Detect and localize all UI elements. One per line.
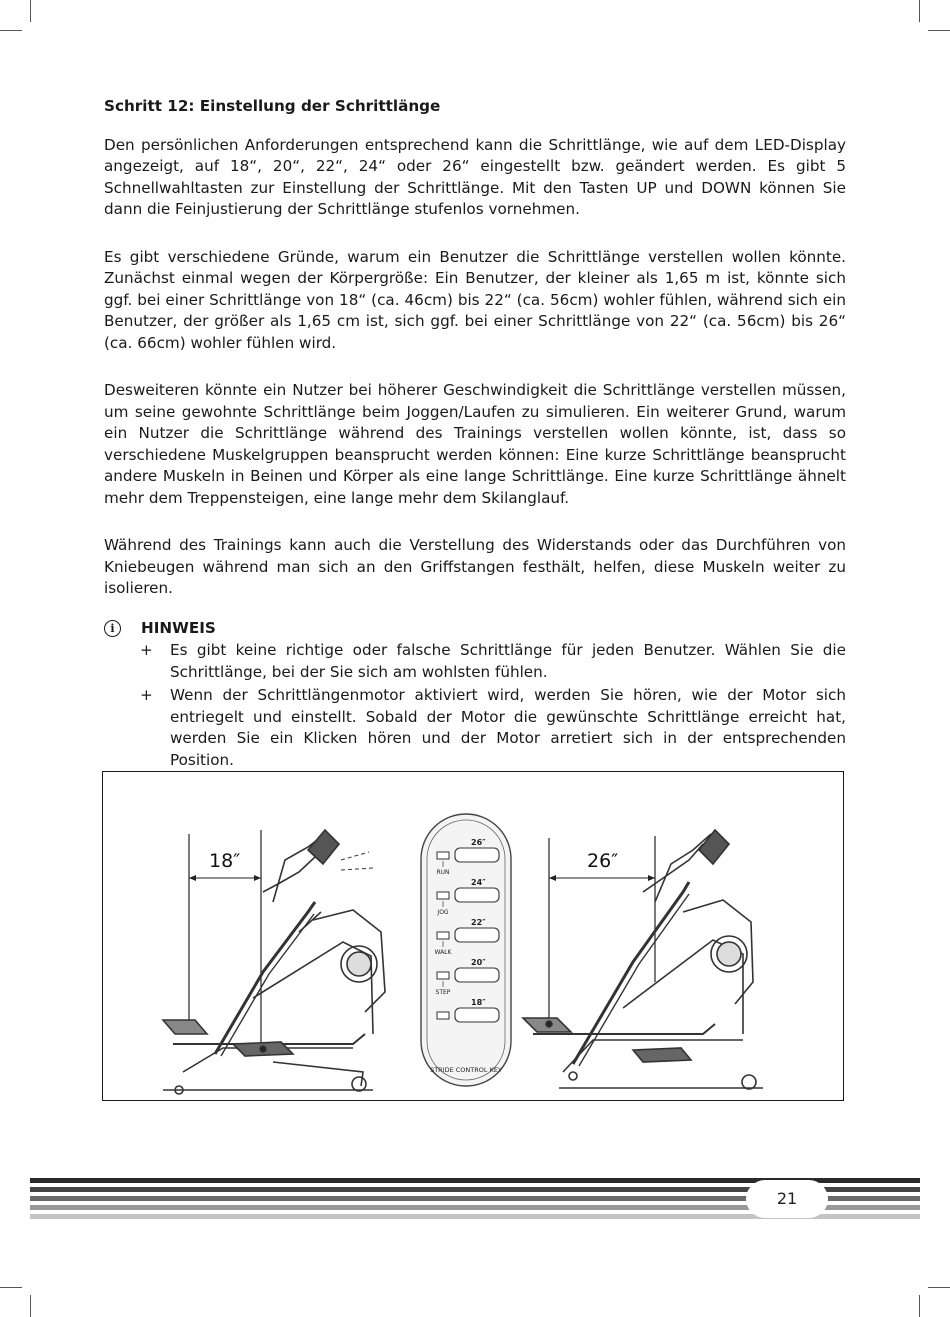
paragraph: Desweiteren könnte ein Nutzer bei höherer Geschwindigkeit die Schrittlänge verstellen müssen, um seine gewohnte Schrittlänge beim Joggen/Laufen zu simulieren. Ein weiterer Grund, warum ein Nutzer die Schrittlänge während des Trainings verstellen wollen könnte, ist, dass so verschiedene Muskelgruppen beansprucht werden können: Eine kurze Schrittlänge beansprucht andere Muskeln in Beinen und Körper als eine lange Schrittlänge. Eine kurze Schrittlänge ähnelt mehr dem Treppensteigen, eine lange mehr dem Skilanglauf. — [104, 381, 846, 507]
stride-key-2[interactable] — [455, 888, 499, 902]
stride-mode-label: WALK — [434, 949, 452, 956]
stride-figure — [102, 771, 844, 1101]
stride-indicator-light — [437, 1012, 449, 1019]
note-item-text: Wenn der Schrittlängenmotor aktiviert wird, werden Sie hören, wie der Motor sich entriegelt und einstellt. Sobald der Motor die gewünschte Schrittlänge erreicht hat, werden Sie ein Klicken hören und der Motor arretiert sich in der entsprechenden Position. — [170, 686, 846, 769]
note-title-text: HINWEIS — [141, 618, 216, 637]
crop-mark — [0, 1287, 22, 1288]
stride-key-5[interactable] — [455, 1008, 499, 1022]
paragraph: Während des Trainings kann auch die Verstellung des Widerstands oder das Durchführen von Kniebeugen während man sich an den Griffstangen festhält, helfen, diese Muskeln weiter zu isolieren. — [104, 536, 846, 597]
stride-key-label: 20″ — [471, 958, 486, 967]
crop-mark — [928, 1287, 950, 1288]
crop-mark — [30, 0, 31, 22]
stride-indicator-light — [437, 892, 449, 899]
page-content — [104, 96, 846, 771]
stride-label-long: 26″ — [587, 850, 619, 872]
note-item-text: Es gibt keine richtige oder falsche Schrittlänge für jeden Benutzer. Wählen Sie die Schrittlänge, bei der Sie sich am wohlsten fühlen. — [170, 641, 846, 681]
note-item — [104, 685, 846, 771]
paragraph: Den persönlichen Anforderungen entsprechend kann die Schrittlänge, wie auf dem LED-Display angezeigt, auf 18“, 20“, 22“, 24“ oder 26“ eingestellt bzw. geändert werden. Es gibt 5 Schnellwahltasten zur Einstellung der Schrittlänge. Mit den Tasten UP und DOWN können Sie dann die Feinjustierung der Schrittlänge stufenlos vornehmen. — [104, 135, 846, 218]
elliptical-machine-short-stride — [163, 830, 385, 1094]
elliptical-machine-long-stride — [523, 830, 763, 1089]
page-number: 21 — [746, 1180, 828, 1218]
crop-mark — [30, 1295, 31, 1317]
stride-key-label: 22″ — [471, 918, 486, 927]
note-title — [104, 618, 846, 640]
stride-key-1[interactable] — [455, 848, 499, 862]
bullet-symbol: + — [140, 641, 153, 659]
stride-indicator-light — [437, 852, 449, 859]
stride-key-4[interactable] — [455, 968, 499, 982]
stride-mode-label: RUN — [436, 869, 450, 876]
stride-key-label: 18″ — [471, 998, 486, 1007]
stride-mode-label: JOG — [437, 909, 449, 916]
control-panel-caption: STRIDE CONTROL KEY — [430, 1066, 502, 1074]
crop-mark — [0, 30, 22, 31]
stride-mode-label: STEP — [435, 989, 451, 996]
stride-key-3[interactable] — [455, 928, 499, 942]
bullet-symbol: + — [140, 686, 153, 704]
stride-indicator-light — [437, 932, 449, 939]
crop-mark — [919, 0, 920, 22]
crop-mark — [919, 1295, 920, 1317]
stride-key-label: 24″ — [471, 878, 486, 887]
stride-indicator-light — [437, 972, 449, 979]
crop-mark — [928, 30, 950, 31]
stride-key-label: 26″ — [471, 838, 486, 847]
stride-illustration — [103, 772, 843, 1099]
note-item — [104, 640, 846, 683]
paragraph: Es gibt verschiedene Gründe, warum ein Benutzer die Schrittlänge verstellen wollen könnte. Zunächst einmal wegen der Körpergröße: Ein Benutzer, der kleiner als 1,65 m ist, könnte sich ggf. bei einer Schrittlänge von 18“ (ca. 46cm) bis 22“ (ca. 56cm) wohler fühlen, während sich ein Benutzer, der größer als 1,65 cm ist, sich ggf. bei einer Schrittlänge von 22“ (ca. 56cm) bis 26“ (ca. 66cm) wohler fühlen wird. — [104, 247, 846, 352]
stride-label-short: 18″ — [209, 850, 241, 872]
section-heading: Schritt 12: Einstellung der Schrittlänge — [104, 97, 441, 115]
info-icon: i — [104, 620, 121, 637]
